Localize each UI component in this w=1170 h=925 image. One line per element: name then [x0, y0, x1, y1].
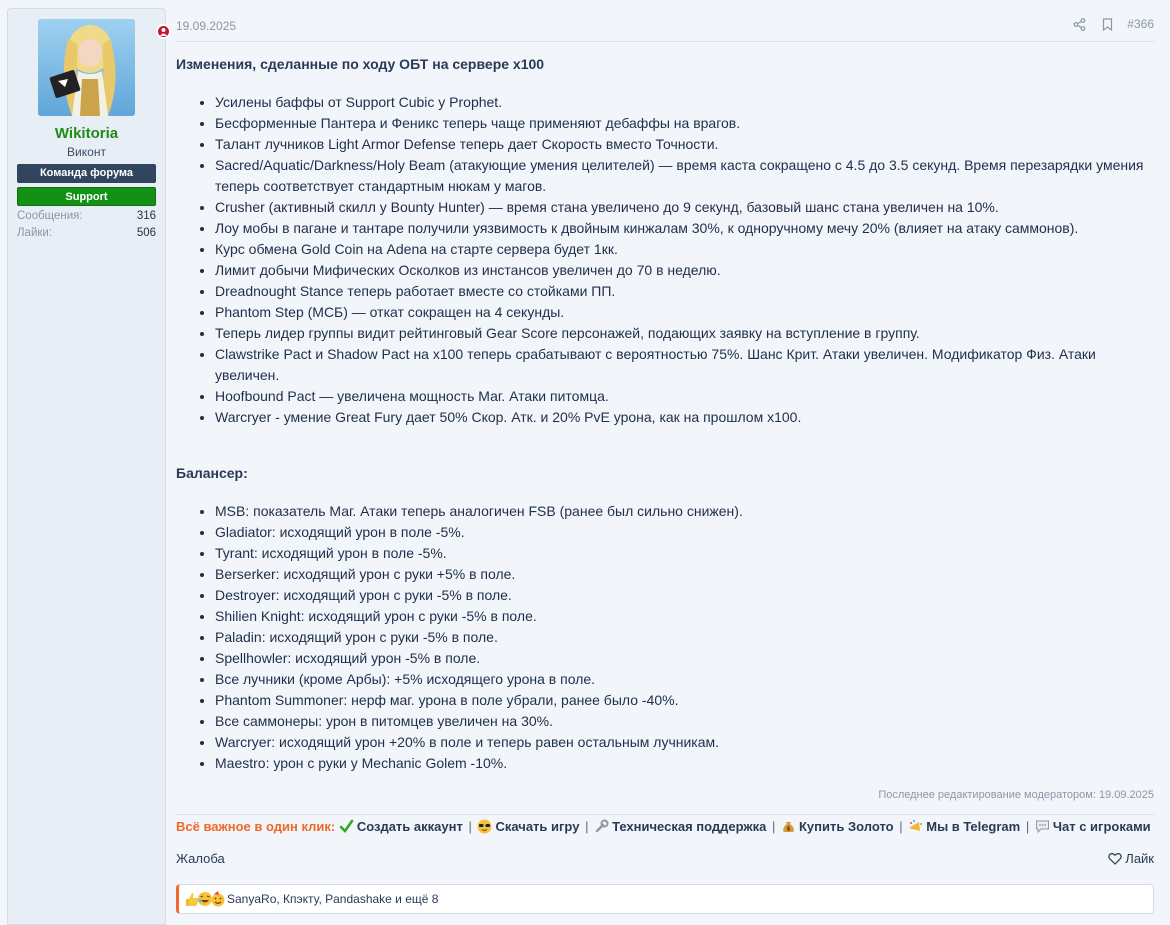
list-item: • Hoofbound Pact — увеличена мощность Маг. Атаки питомца.: [215, 386, 1154, 407]
status-icon: [156, 24, 171, 39]
link-label: Купить Золото: [799, 819, 894, 834]
avatar-image: [38, 19, 135, 116]
list-item: • Теперь лидер группы видит рейтинговый Gear Score персонажей, подающих заявку на вступление в группу.: [215, 323, 1154, 344]
list-item: • Paladin: исходящий урон с руки -5% в поле.: [215, 627, 1154, 648]
speech-bubble-icon: [1035, 819, 1050, 834]
download-game-link[interactable]: [477, 819, 583, 834]
list-item: • Талант лучников Light Armor Defense теперь дает Скорость вместо Точности.: [215, 134, 1154, 155]
link-label: Создать аккаунт: [356, 819, 463, 834]
share-icon[interactable]: [1071, 16, 1087, 32]
horn-icon: [908, 819, 923, 834]
wrench-icon: [594, 819, 609, 834]
list-item: • Shilien Knight: исходящий урон с руки -5% в поле.: [215, 606, 1154, 627]
reactions-text[interactable]: SanyaRo, Кпэкту, Pandashake и ещё 8: [227, 892, 439, 906]
list-item: • Dreadnought Stance теперь работает вместе со стойками ПП.: [215, 281, 1154, 302]
telegram-link[interactable]: [908, 819, 1024, 834]
list-item: • Spellhowler: исходящий урон -5% в поле.: [215, 648, 1154, 669]
list-item: • Berserker: исходящий урон с руки +5% в поле.: [215, 564, 1154, 585]
money-bag-icon: [781, 819, 796, 834]
stat-likes: [17, 227, 156, 239]
reaction-icons: [184, 891, 223, 907]
list-item: • Курс обмена Gold Coin на Adena на старте сервера будет 1кк.: [215, 239, 1154, 260]
list-item: • Все саммонеры: урон в питомцев увеличен на 30%.: [215, 711, 1154, 732]
list-item: • Destroyer: исходящий урон с руки -5% в поле.: [215, 585, 1154, 606]
list-item: • Crusher (активный скилл у Bounty Hunter) — время стана увеличено до 9 секунд, базовый шанс стана увеличен на 10%.: [215, 197, 1154, 218]
link-label: Скачать игру: [495, 819, 580, 834]
list-item: • Бесформенные Пантера и Феникс теперь чаще применяют дебаффы на врагов.: [215, 113, 1154, 134]
stat-messages: [17, 210, 156, 222]
list-item: • Лоу мобы в пагане и тантаре получили уязвимость к двойным кинжалам 30%, к одноручному мечу 20% (влияет на атаку саммонов).: [215, 218, 1154, 239]
avatar[interactable]: [38, 19, 135, 116]
quick-links: [176, 819, 1151, 834]
post-tools: [1071, 16, 1154, 32]
separator: |: [771, 819, 776, 834]
chat-link[interactable]: [1035, 819, 1151, 834]
like-button[interactable]: [1108, 851, 1154, 866]
user-title: Виконт: [67, 145, 106, 159]
party-icon: [210, 891, 226, 907]
support-link[interactable]: [594, 819, 770, 834]
changes-list: [176, 92, 1154, 428]
create-account-link[interactable]: [339, 819, 467, 834]
username[interactable]: Wikitoria: [54, 125, 119, 142]
stat-label: Сообщения:: [17, 210, 83, 222]
balance-list: [176, 501, 1154, 774]
edited-note: Последнее редактирование модератором: 19.09.2025: [878, 789, 1154, 801]
list-item: • Tyrant: исходящий урон в поле -5%.: [215, 543, 1154, 564]
divider: [176, 814, 1154, 815]
list-item: • MSB: показатель Маг. Атаки теперь аналогичен FSB (ранее был сильно снижен).: [215, 501, 1154, 522]
list-item: • Clawstrike Pact и Shadow Pact на x100 теперь срабатывают с вероятностью 75%. Шанс Крит. Атаки увеличен. Модификатор Физ. Атаки увеличен.: [215, 344, 1154, 386]
buy-gold-link[interactable]: [781, 819, 897, 834]
user-panel: [7, 8, 166, 925]
quick-links-lead: Всё важное в один клик:: [176, 819, 336, 834]
like-label: Лайк: [1125, 851, 1154, 866]
separator: |: [899, 819, 903, 834]
stat-value: 506: [136, 227, 156, 239]
list-item: • Warcryer - умение Great Fury дает 50% Скор. Атк. и 20% PvE урона, как на прошлом x100.: [215, 407, 1154, 428]
report-link[interactable]: Жалоба: [176, 851, 225, 866]
post-number[interactable]: #366: [1127, 17, 1154, 31]
list-item: • Maestro: урон с руки у Mechanic Golem -10%.: [215, 753, 1154, 774]
stat-label: Лайки:: [17, 227, 53, 239]
post-date[interactable]: 19.09.2025: [176, 19, 237, 33]
link-label: Техническая поддержка: [612, 819, 767, 834]
reactions-bar[interactable]: [176, 884, 1154, 914]
separator: |: [468, 819, 472, 834]
list-item: • Phantom Step (МСБ) — откат сокращен на 4 секунды.: [215, 302, 1154, 323]
post-content: [176, 54, 1154, 774]
link-label: Чат с игроками: [1052, 819, 1151, 834]
svg-text:$: $: [786, 825, 791, 833]
list-item: • Sacred/Aquatic/Darkness/Holy Beam (атакующие умения целителей) — время каста сокращено с 4.5 до 3.5 секунд. Время перезарядки умения теперь соответствует стандартным нюкам у магов.: [215, 155, 1154, 197]
post-header: [176, 12, 1154, 42]
list-item: • Phantom Summoner: нерф маг. урона в поле убрали, ранее было -40%.: [215, 690, 1154, 711]
section-heading: Изменения, сделанные по ходу ОБТ на сервере x100: [176, 56, 545, 72]
separator: |: [585, 819, 589, 834]
list-item: • Все лучники (кроме Арбы): +5% исходящего урона в поле.: [215, 669, 1154, 690]
list-item: • Warcryer: исходящий урон +20% в поле и теперь равен остальным лучникам.: [215, 732, 1154, 753]
bookmark-icon[interactable]: [1099, 16, 1115, 32]
section-heading: Балансер:: [176, 465, 248, 481]
list-item: • Усилены баффы от Support Cubic у Prophet.: [215, 92, 1154, 113]
list-item: • Gladiator: исходящий урон в поле -5%.: [215, 522, 1154, 543]
avatar-wrap[interactable]: [38, 19, 135, 116]
separator: |: [1025, 819, 1030, 834]
stat-value: 316: [136, 210, 156, 222]
list-item: • Лимит добычи Мифических Осколков из инстансов увеличен до 70 в неделю.: [215, 260, 1154, 281]
checkmark-icon: [339, 819, 354, 834]
heart-icon: [1108, 852, 1122, 865]
link-label: Мы в Telegram: [926, 819, 1021, 834]
support-banner: Support: [17, 187, 156, 206]
sunglasses-face-icon: [477, 819, 492, 834]
team-banner: Команда форума: [17, 164, 156, 183]
